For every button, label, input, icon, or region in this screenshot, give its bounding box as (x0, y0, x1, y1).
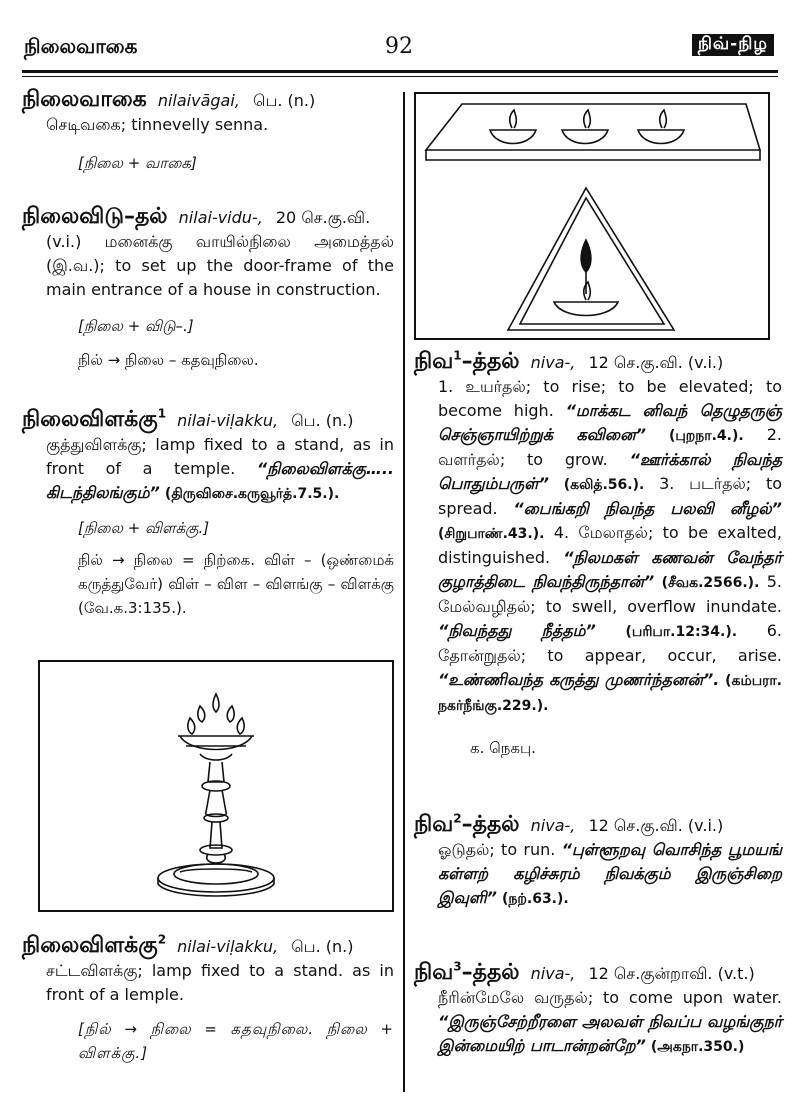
sense-2: 2. வளர்தல்; to grow. (438, 425, 782, 470)
definition: குத்துவிளக்கு; lamp fixed to a stand, as in front of a temple. (46, 435, 394, 479)
figure-lamps-on-shelf (414, 92, 770, 340)
cognate-note: க. நெகபு. (470, 739, 536, 758)
running-head (0, 0, 800, 70)
grammar-label: 12 செ.கு.வி. (v.i.) (588, 815, 724, 835)
citation-2: (கலித்.56.). (563, 477, 645, 494)
grammar-label: 12 செ.குன்றாவி. (v.t.) (588, 963, 755, 983)
headword: நிவ$^3$–த்தல் (414, 959, 520, 985)
running-head-right: நிவ்-நிழ (692, 34, 774, 56)
left-column-lower (22, 928, 394, 1065)
headword: நிலைவிடு–தல் (22, 204, 168, 229)
header-rule (22, 70, 778, 73)
entry-niva-2 (414, 806, 782, 910)
headword: நிவ$^2$–த்தல் (414, 811, 520, 837)
definition: சட்டவிளக்கு; lamp fixed to a stand. as in front of a lemple. (46, 961, 394, 1005)
transliteration: nilaivāgai, (157, 91, 240, 110)
entry-nilaividu (22, 205, 394, 372)
sense-6: 6. தோன்றுதல்; to appear, occur, arise. (438, 621, 783, 666)
transliteration: nilai-viḷakku, (177, 411, 279, 431)
quotation-4: “நிலமகள் கணவன் வேந்தர் குழாத்திடை நிவந்திருந்தான்” (438, 548, 782, 592)
transliteration: niva-, (530, 963, 576, 983)
header-rule-thin (22, 76, 778, 77)
definition: (v.i.) மனைக்கு வாயில்நிலை அமைத்தல் (இ.வ.); to set up the door-frame of the main entrance of a house in construction. (46, 232, 394, 299)
grammar-label: பெ. (n.) (291, 411, 354, 431)
citation-4: (சீவக.2566.). (661, 575, 760, 592)
etymology: [நிலை + வாகை] (78, 154, 197, 172)
sense-4: 4. மேலாதல்; to be exalted, distinguished. (438, 523, 782, 568)
etymology: [நில் → நிலை = கதவுநிலை. நிலை + விளக்கு.] (78, 1020, 394, 1063)
headword: நிலைவாகை (22, 87, 147, 112)
left-column (22, 86, 394, 620)
entry-nilaivilakku-1 (22, 402, 394, 620)
quotation-5: “நிவந்தது நீத்தம்” (438, 621, 596, 641)
transliteration: niva-, (530, 815, 576, 835)
quotation-6: “உண்ணிவந்த கருத்து முணர்ந்தனன்”. (438, 670, 720, 690)
headword: நிலைவிளக்கு$^2$ (22, 933, 167, 959)
etymology: [நிலை + விளக்கு.] (78, 519, 210, 538)
running-head-left: நிலைவாகை (24, 34, 138, 58)
citation-5: (பரிபா.12:34.). (625, 624, 738, 641)
page-number: 92 (385, 34, 413, 59)
citation: (நற்.63.). (501, 890, 569, 907)
column-divider (403, 92, 405, 1092)
standing-oil-lamp-icon (40, 662, 392, 910)
citation-1: (புறநா.4.). (668, 428, 744, 445)
sense-1: 1. உயர்தல்; to rise; to be elevated; to become high. (438, 377, 782, 421)
headword: நிலைவிளக்கு$^1$ (22, 407, 167, 433)
transliteration: nilai-viḷakku, (177, 937, 279, 957)
etymology: [நிலை + விடு–.] (78, 317, 194, 335)
quotation-1: “மாக்கட னிவந் தெழுதருஞ் செஞ்ஞாயிற்றுக் கவினை” (438, 401, 782, 445)
definition: செடிவகை; tinnevelly senna. (46, 115, 269, 134)
entry-niva-3 (414, 955, 782, 1059)
right-column (414, 344, 782, 1059)
grammar-label: 12 செ.கு.வி. (v.i.) (588, 353, 724, 373)
quotation: “புள்ளூறவு வொசிந்த பூமயங் கள்ளற் கழிச்சுரம் நிவக்கும் இருஞ்சிறை இவுளி” (438, 839, 782, 907)
etymology-note: நில் → நிலை – கதவுநிலை. (78, 351, 259, 369)
transliteration: nilai-vidu-, (178, 208, 263, 227)
grammar-label: 20 செ.கு.வி. (275, 208, 371, 227)
transliteration: niva-, (530, 353, 576, 373)
quotation-2: “ஊர்க்கால் நிவந்த பொதும்பருள்” (438, 450, 783, 494)
quotation: “நிலைவிளக்கு….. கிடந்திலங்கும்” (46, 459, 395, 503)
citation: (திருவிசை.கருவூர்த்.7.5.). (164, 486, 340, 503)
citation: (அகநா.350.) (650, 1038, 745, 1055)
oil-lamps-on-shelf-icon (416, 94, 768, 338)
citation-3: (சிறுபாண்.43.). (438, 526, 545, 543)
grammar-label: பெ. (n.) (291, 937, 354, 957)
entry-nilaivagai (22, 88, 394, 175)
sense-3: 3. படர்தல்; to spread. (438, 474, 782, 519)
figure-standing-lamp (38, 660, 394, 912)
citation-6: (கம்பரா. நகர்நீங்கு.229.). (438, 673, 782, 715)
quotation: “இருஞ்சேற்றீரளை அலவள் நிவப்ப வழங்குநர் இன்மையிற் பாடான்றன்றே” (438, 1011, 782, 1055)
headword: நிவ$^1$–த்தல் (414, 349, 520, 375)
sense-5: 5. மேல்வழிதல்; to swell, overflow inundate. (438, 572, 782, 617)
quotation-3: “பைங்கறி நிவந்த பலவி னீழல்” (513, 499, 782, 519)
entry-nilaivilakku-2 (22, 928, 394, 1065)
etymology-note: நில் → நிலை = நிற்கை. விள் – (ஒண்மைக் கருத்துவேர்) விள் – விள – விளங்கு – விளக்கு (வே.க.3:135.). (78, 551, 394, 618)
definition: நீரின்மேலே வருதல்; to come upon water. (438, 987, 782, 1007)
definition: ஓடுதல்; to run. (438, 839, 556, 859)
entry-niva-1 (414, 344, 782, 760)
grammar-label: பெ. (n.) (252, 91, 316, 110)
